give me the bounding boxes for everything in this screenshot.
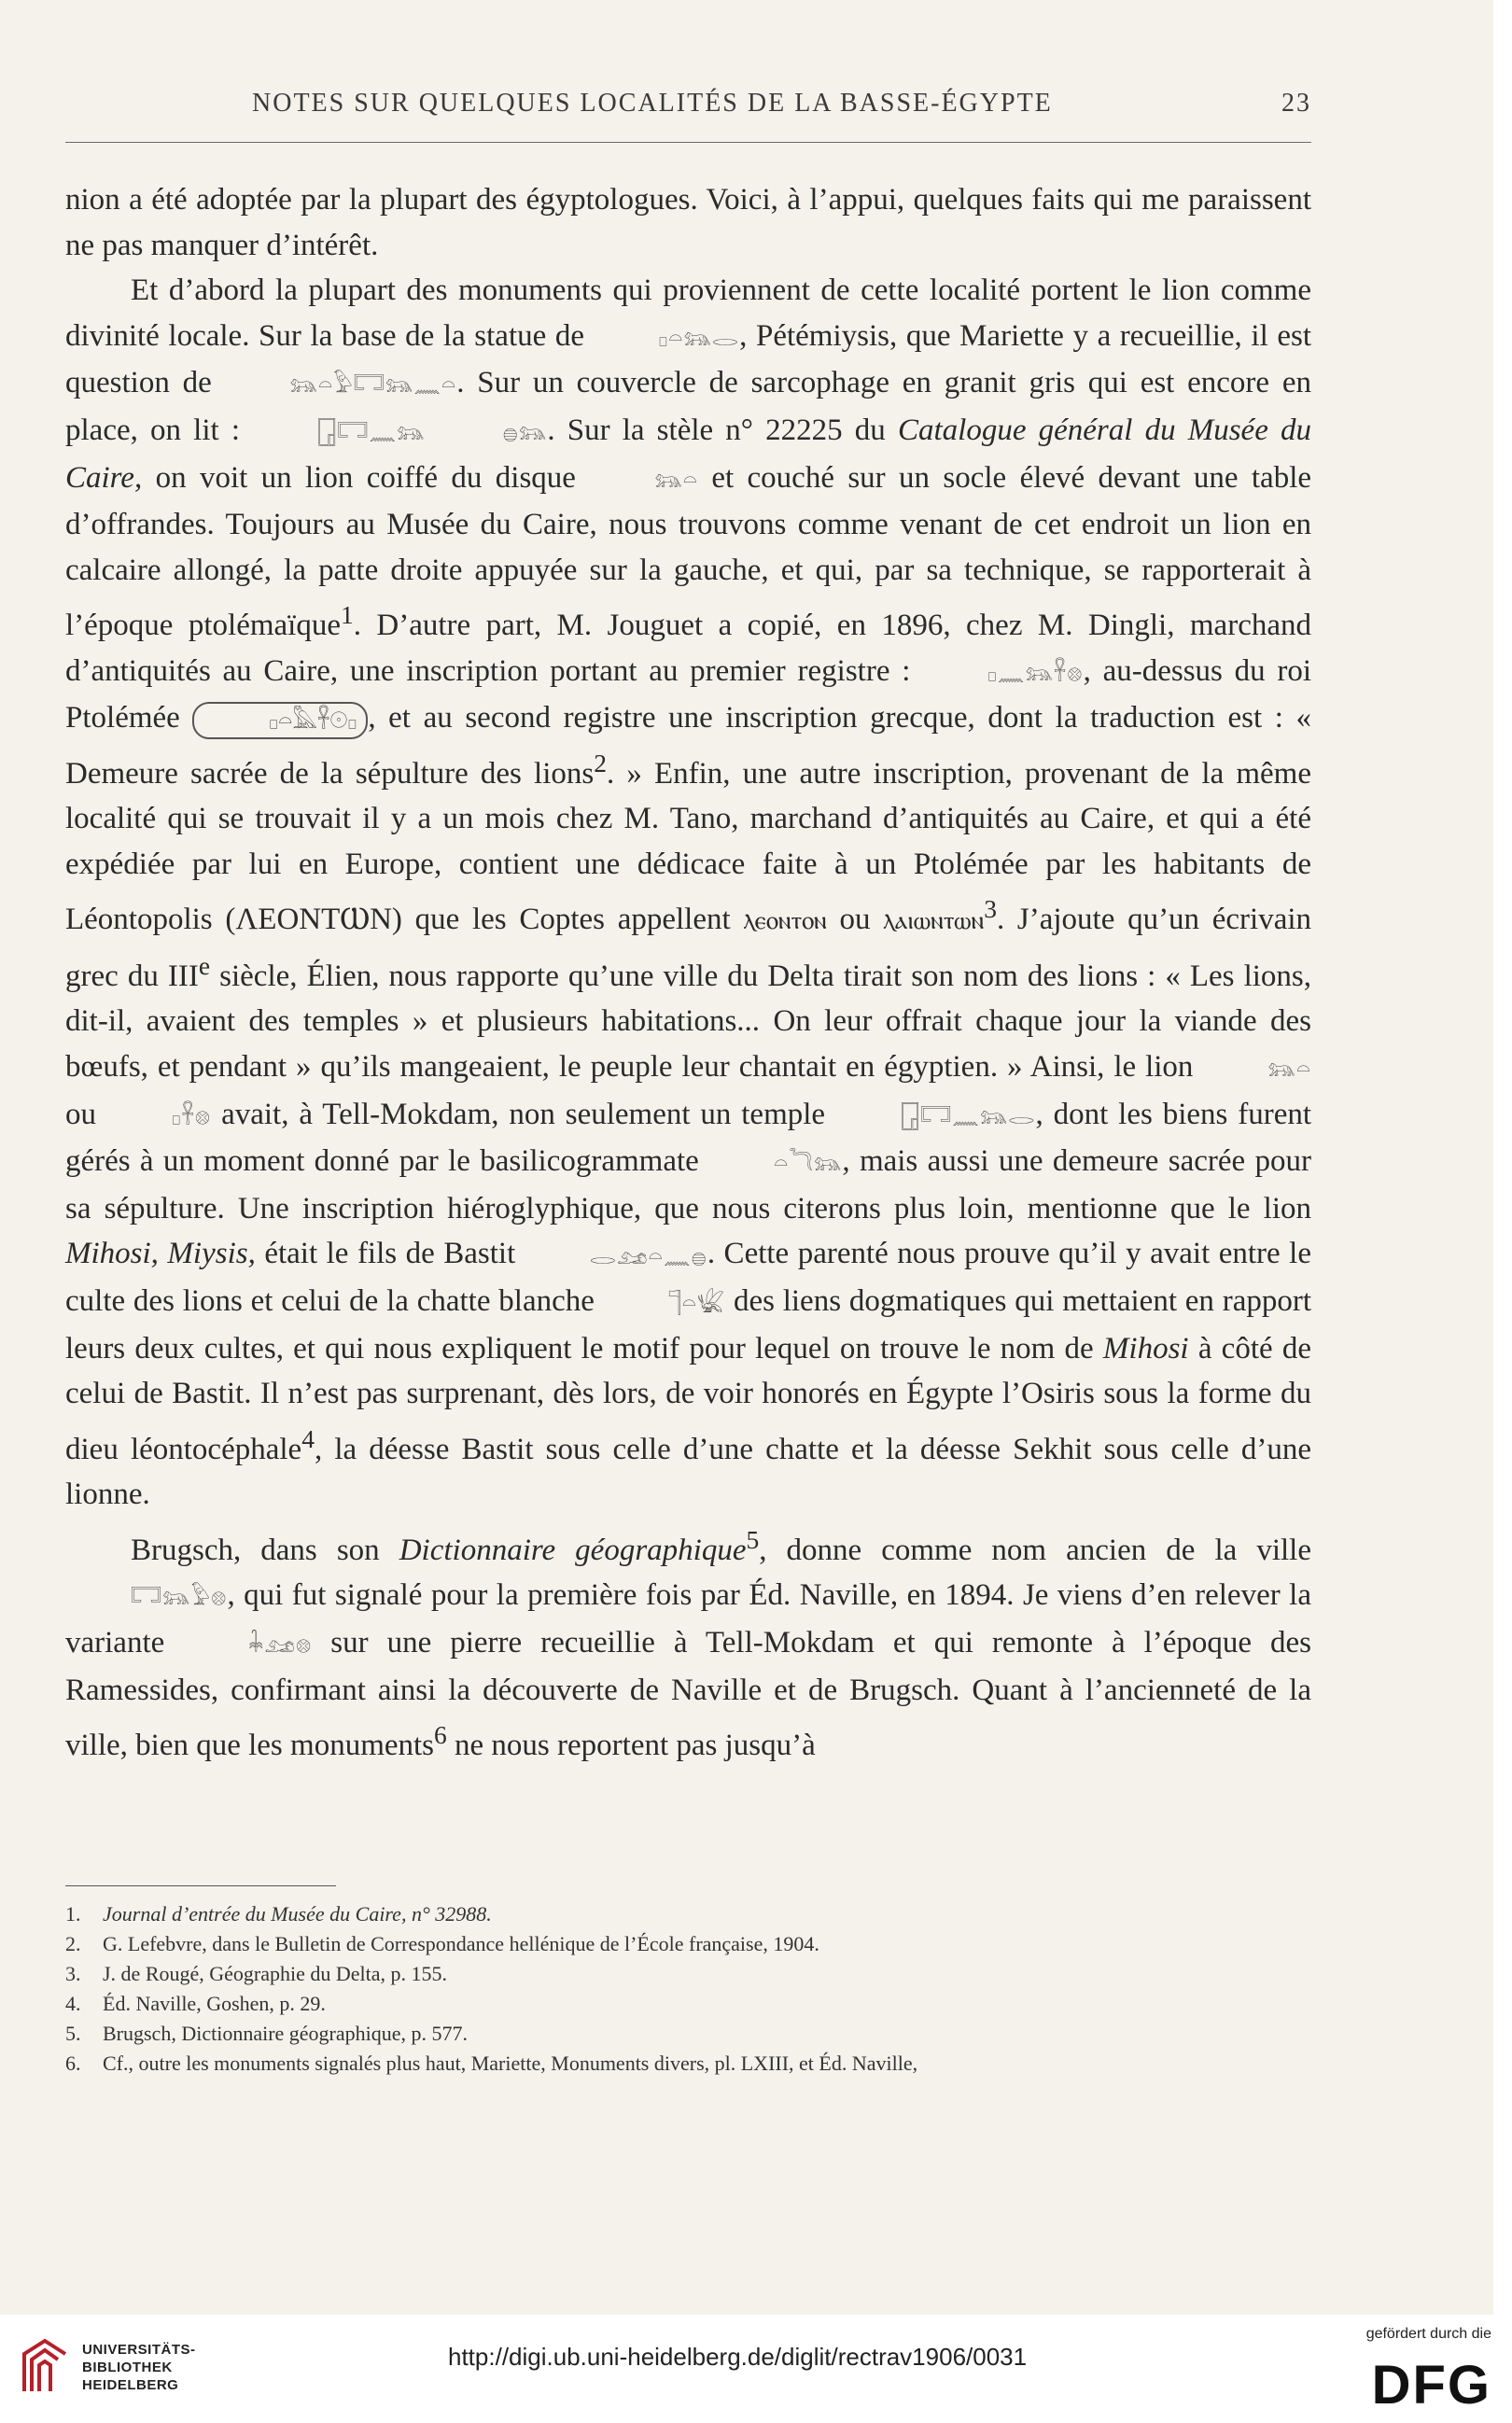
footnote: 3. J. de Rougé, Géographie du Delta, p. 155. [65, 1962, 448, 1985]
running-title: NOTES SUR QUELQUES LOCALITÉS DE LA BASSE-ÉGYPTE [252, 89, 1053, 118]
hieroglyph-group: 𓉐𓃬𓅱𓊖 [131, 1584, 228, 1611]
paragraph-3: Brugsch, dans son Dictionnaire géographique$^5$, donne comme nom ancien de la ville 𓉐𓃬𓅱𓊖, qui fut signalé pour la première fois par Éd. Naville, en 1894. Je viens d’en relever la variante 𓇓𓃭𓊖 sur une pierre recueillie à Tell-Mokdam et qui remonte à l’époque des Ramessides, confirmant ainsi la découverte de Naville et de Brugsch. Quant à l’ancienneté de la ville, bien que les monuments$^6$ ne nous reportent pas jusqu’à [65, 1524, 1312, 1763]
paragraph-2: Et d’abord la plupart des monuments qui proviennent de cette localité portent le lion comme divinité locale. Sur la base de la statue de 𓊪𓏏𓃬𓂋, Pétémiysis, que Mariette y a recueillie, il est question de 𓃬𓏏𓅱𓉐𓃬𓈖𓏏. Sur un couvercle de sarcophage en granit gris qui est encore en place, on lit : 𓉗𓉐𓈖𓃬 𓐍𓃬. Sur la stèle n° 22225 du Catalogue général du Musée du Caire, on voit un lion coiffé du disque 𓃬𓏏 et couché sur un socle élevé devant une table d’offrandes. Toujours au Musée du Caire, nous trouvons comme venant de cet endroit un lion en calcaire allongé, la patte droite appuyée sur la gauche, et qui, par sa technique, se rapporterait à l’époque ptolémaïque$^1$. D’autre part, M. Jouguet a copié, en 1896, chez M. Dingli, marchand d’antiquités au Caire, une inscription portant au premier registre : 𓊪𓈖𓃬𓋹𓊖, au-dessus du roi Ptolémée 𓊪𓏏𓅓𓋹𓇳𓊪 , et au second registre une inscription grecque, dont la traduction est : « Demeure sacrée de la sépulture des lions$^2$. » Enfin, une autre inscription, provenant de la même localité qui se trouvait il y a un mois chez M. Tano, marchand d’antiquités au Caire, et qui a été expédiée par lui en Europe, contient une dédicace faite à un Ptolémée par les habitants de Léontopolis (ΛEONTⲰN) que les Coptes appellent ⲗⲉⲟⲛⲧⲟⲛ ou ⲗⲁⲓⲱⲛⲧⲱⲛ$^3$. J’ajoute qu’un écrivain grec du IIIe siècle, Élien, nous rapporte qu’une ville du Delta tirait son nom des lions : « Les lions, dit-il, avaient des temples » et plusieurs habitations... On leur offrait chaque jour la viande des bœufs, et pendant » qu’ils mangeaient, le peuple leur chantait en égyptien. » Ainsi, le lion 𓃬𓏏 ou 𓊪𓋹𓊖 avait, à Tell-Mokdam, non seulement un temple 𓉗𓉐𓈖𓃬𓂋, dont les biens furent gérés à un moment donné par le basilicogrammate 𓏏𓆓𓃬, mais aussi une demeure sacrée pour sa sépulture. Une inscription hiéroglyphique, que nous citerons plus loin, mentionne que le lion Mihosi, Miysis, était le fils de Bastit 𓂋𓃭𓏏𓈖𓐍. Cette parenté nous prouve qu’il y avait entre le culte des lions et celui de la chatte blanche 𓊹𓏏𓆤 des liens dogmatiques qui mettaient en rapport leurs deux cultes, et qui nous expliquent le motif pour lequel on trouve le nom de Mihosi à côté de celui de Bastit. Il n’est pas surprenant, dès lors, de voir honorés en Égypte l’Osiris sous la forme du dieu léontocéphale$^4$, la déesse Bastit sous celle d’une chatte et la déesse Sekhit sous celle d’une lionne. [65, 273, 1312, 1512]
hieroglyph-group: 𓂋𓃭𓏏𓈖𓐍 [589, 1242, 707, 1269]
footnotes [65, 1899, 1311, 2079]
dfg-logo[interactable]: DFG [1371, 2355, 1491, 2416]
hieroglyph-group: 𓉗𓉐𓈖𓃬 [317, 419, 426, 446]
paragraph-1: nion a été adoptée par la plupart des égyptologues. Voici, à l’appui, quelques faits qui me paraissent ne pas manquer d’intérêt. [65, 183, 1311, 262]
funded-by-label: gefördert durch die [1365, 2326, 1491, 2342]
hieroglyph-group: 𓇓𓃭𓊖 [248, 1632, 313, 1659]
university-logo-icon[interactable] [17, 2335, 73, 2399]
header-rule [65, 142, 1311, 143]
cartouche: 𓊪𓏏𓅓𓋹𓇳𓊪 [192, 702, 368, 739]
footnote: 2. G. Lefebvre, dans le Bulletin de Correspondance hellénique de l’École française, 1904. [65, 1932, 819, 1955]
hieroglyph-group: 𓊪𓏏𓃬𓂋 [658, 324, 740, 351]
page-number: 23 [1281, 89, 1311, 118]
main-text [65, 177, 1311, 1769]
hieroglyph-group: 𓃬𓏏 [1267, 1056, 1312, 1083]
footnote: 6. Cf., outre les monuments signalés plus haut, Mariette, Monuments divers, pl. LXIII, et Éd. Naville, [65, 2052, 918, 2075]
footnote-rule [65, 1885, 336, 1886]
hieroglyph-group: 𓉗𓉐𓈖𓃬𓂋 [900, 1102, 1036, 1129]
hieroglyph-group: 𓊪𓋹𓊖 [171, 1102, 212, 1129]
hieroglyph-group: 𓐍𓃬 [502, 419, 548, 446]
hieroglyph-group: 𓊪𓈖𓃬𓋹𓊖 [987, 659, 1084, 686]
permalink-url[interactable]: http://digi.ub.uni-heidelberg.de/diglit/rectrav1906/0031 [448, 2343, 1028, 2371]
hieroglyph-group: 𓃬𓏏 [654, 466, 698, 493]
footnote: 5. Brugsch, Dictionnaire géographique, p. 577. [65, 2022, 469, 2045]
footnote: 4. Éd. Naville, Goshen, p. 29. [65, 1992, 326, 2015]
hieroglyph-group: 𓏏𓆓𓃬 [774, 1150, 843, 1177]
footer-bar [0, 2315, 1512, 2423]
library-name: UNIVERSITÄTS- BIBLIOTHEK HEIDELBERG [82, 2342, 196, 2393]
hieroglyph-group: 𓃬𓏏𓅱𓉐𓃬𓈖𓏏 [289, 371, 457, 399]
footnote: 1. Journal d’entrée du Musée du Caire, n° 32988. [65, 1902, 492, 1926]
hieroglyph-group: 𓊹𓏏𓆤 [667, 1290, 726, 1317]
